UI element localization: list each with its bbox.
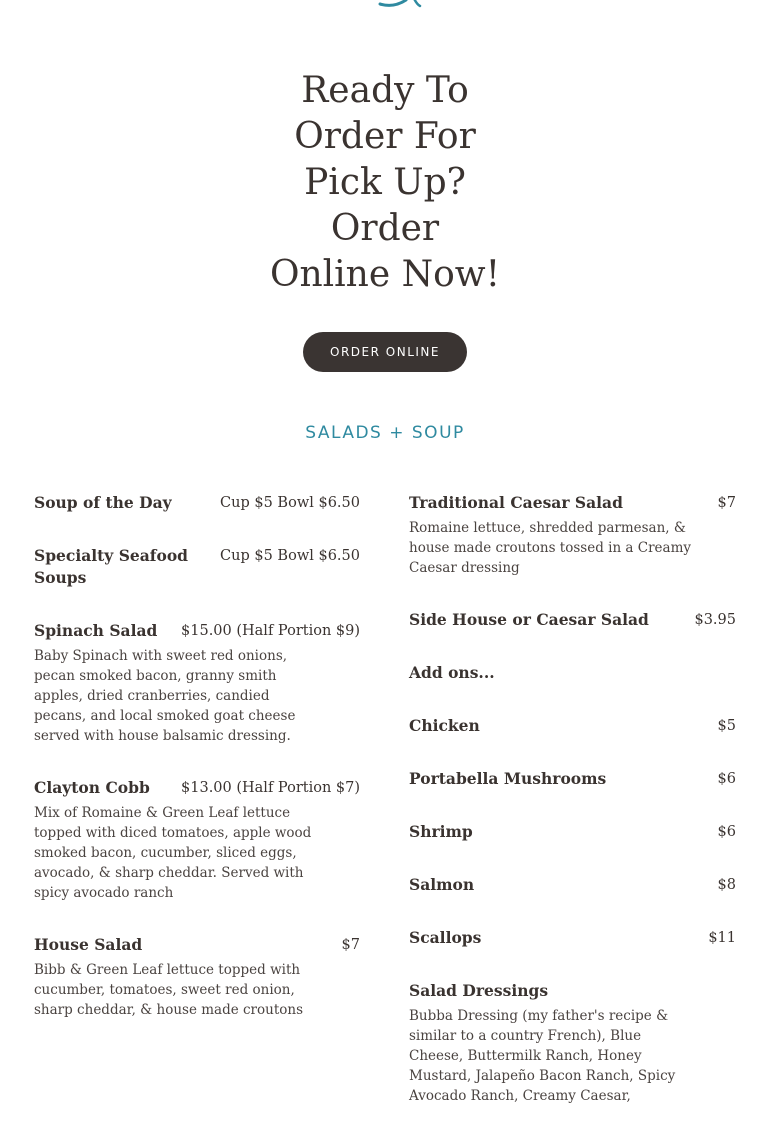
order-online-button[interactable]: ORDER ONLINE: [303, 332, 467, 372]
menu-item-add-ons: [409, 662, 736, 684]
item-name: Salmon: [409, 875, 475, 894]
item-name: Clayton Cobb: [34, 778, 150, 797]
headline-line: Ready To: [301, 70, 469, 111]
item-price: $11: [708, 930, 736, 946]
section-title: SALADS + SOUP: [305, 423, 465, 443]
item-price: $15.00 (Half Portion $9): [181, 623, 360, 639]
menu-column-right: [409, 492, 736, 1137]
logo-icon: [360, 0, 430, 8]
page-headline: [0, 68, 770, 298]
item-name: Salad Dressings: [409, 981, 549, 1000]
menu-item-specialty-seafood-soups: [34, 545, 360, 589]
item-name: Traditional Caesar Salad: [409, 493, 623, 512]
item-price: $6: [717, 771, 736, 787]
item-price: $13.00 (Half Portion $7): [181, 780, 360, 796]
item-description: Mix of Romaine & Green Leaf lettuce topped with diced tomatoes, apple wood smoked bacon, cucumber, sliced eggs, avocado, & sharp cheddar. Served with spicy avocado ranch: [34, 805, 312, 901]
headline-line: Order For: [294, 116, 476, 157]
menu-column-left: [34, 492, 360, 1051]
menu-item-chicken: [409, 715, 736, 737]
item-name: Spinach Salad: [34, 621, 158, 640]
item-price: Cup $5 Bowl $6.50: [220, 548, 360, 564]
item-price: $7: [341, 937, 360, 953]
item-description: Bubba Dressing (my father's recipe & similar to a country French), Blue Cheese, Buttermilk Ranch, Honey Mustard, Jalapeño Bacon Ranch, Spicy Avocado Ranch, Creamy Caesar,: [409, 1008, 676, 1104]
item-price: $6: [717, 824, 736, 840]
item-name: Shrimp: [409, 822, 473, 841]
item-name: Scallops: [409, 928, 482, 947]
item-price: $7: [717, 495, 736, 511]
item-price: Cup $5 Bowl $6.50: [220, 495, 360, 511]
menu-item-traditional-caesar-salad: [409, 492, 736, 578]
menu-item-salad-dressings: [409, 980, 736, 1106]
menu-item-side-salad: [409, 609, 736, 631]
menu-item-scallops: [409, 927, 736, 949]
menu-item-soup-of-the-day: [34, 492, 360, 514]
item-price: $5: [717, 718, 736, 734]
headline-line: Pick Up?: [304, 162, 466, 203]
item-name: Specialty Seafood Soups: [34, 546, 188, 587]
menu-item-clayton-cobb: [34, 777, 360, 903]
headline-line: Online Now!: [269, 254, 501, 295]
item-name: House Salad: [34, 935, 143, 954]
item-name: Chicken: [409, 716, 480, 735]
item-description: Romaine lettuce, shredded parmesan, & house made croutons tossed in a Creamy Caesar dressing: [409, 520, 692, 576]
headline-line: Order: [330, 208, 440, 249]
menu-item-shrimp: [409, 821, 736, 843]
menu-item-portabella-mushrooms: [409, 768, 736, 790]
menu-item-house-salad: [34, 934, 360, 1020]
item-name: Soup of the Day: [34, 493, 172, 512]
item-description: Bibb & Green Leaf lettuce topped with cucumber, tomatoes, sweet red onion, sharp cheddar, & house made croutons: [34, 962, 304, 1018]
item-price: $3.95: [694, 612, 736, 628]
menu-item-salmon: [409, 874, 736, 896]
item-name: Add ons...: [409, 663, 495, 682]
item-name: Side House or Caesar Salad: [409, 610, 649, 629]
item-name: Portabella Mushrooms: [409, 769, 607, 788]
item-description: Baby Spinach with sweet red onions, pecan smoked bacon, granny smith apples, dried cranberries, candied pecans, and local smoked goat cheese served with house balsamic dressing.: [34, 648, 296, 744]
menu-item-spinach-salad: [34, 620, 360, 746]
item-price: $8: [717, 877, 736, 893]
